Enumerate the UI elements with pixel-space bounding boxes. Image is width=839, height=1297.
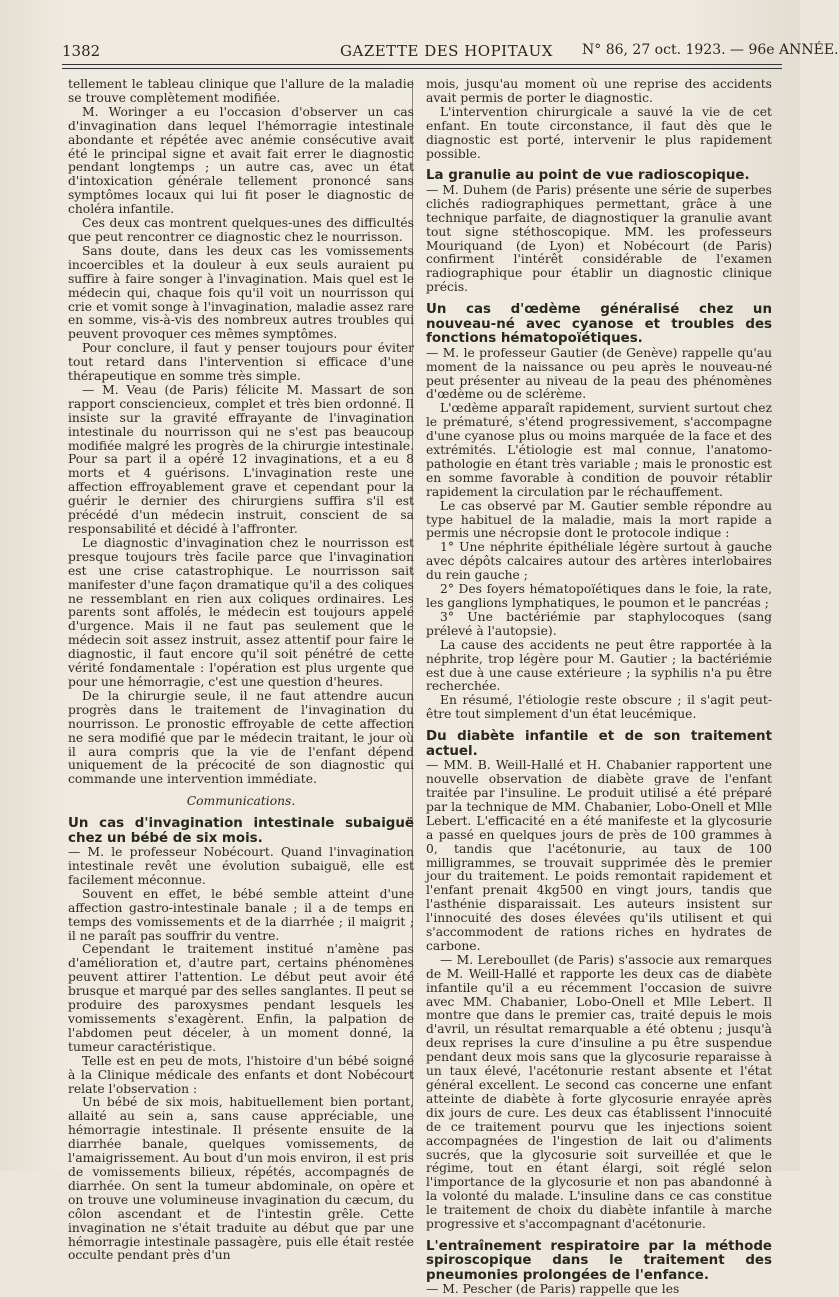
paragraph: — M. le professeur Nobécourt. Quand l'invagination intestinale revêt une évolution subaiguë, elle est facilement méconnue. <box>68 845 414 887</box>
paragraph: tellement le tableau clinique que l'allure de la maladie se trouve complètement modifiée. <box>68 77 414 105</box>
section-heading: Du diabète infantile et de son traitement actuel. <box>426 729 772 759</box>
header-rule-bottom <box>62 68 782 69</box>
paragraph: En résumé, l'étiologie reste obscure ; il s'agit peut-être tout simplement d'un état leucémique. <box>426 693 772 722</box>
paragraph: Un bébé de six mois, habituellement bien portant, allaité au sein a, sans cause appréciable, une hémorragie intestinale. Il présente ensuite de la diarrhée banale, quelques vomissements, de l'amaigrissement. Au bout d'un mois environ, il est pris de vomissements bilieux, répétés, accompagnés de diarrhée. On sent la tumeur abdominale, on opère et on trouve une volumineuse invagination du cæcum, du côlon ascendant et de l'intestin grêle. Cette invagination ne s'était traduite au début que par une hémorragie intestinale passagère, puis elle était restée occulte pendant près d'un <box>68 1095 414 1263</box>
paragraph: — M. Pescher (de Paris) rappelle que les <box>426 1282 680 1297</box>
journal-title: GAZETTE DES HOPITAUX <box>340 42 553 60</box>
paragraph: 3° Une bactériémie par staphylocoques (sang prélevé à l'autopsie). <box>426 609 772 638</box>
paragraph: Pour conclure, il faut y penser toujours pour éviter tout retard dans l'intervention si efficace d'une thérapeutique en somme très simple. <box>68 341 414 384</box>
section-heading: La granulie au point de vue radioscopique. <box>426 168 750 184</box>
paragraph: Le diagnostic d'invagination chez le nourrisson est presque toujours très facile parce que l'invagination est une crise catastrophique. Le nourrisson sait manifester d'une façon dramatique qu'il a des coliques ne ressemblant en rien aux coliques ordinaires. Les parents sont affolés, le médecin est toujours appelé d'urgence. Mais il ne faut pas seulement que le médecin soit assez instruit, assez attentif pour faire le diagnostic, il faut encore qu'il soit pénétré de cette vérité fondamentale : l'opération est plus urgente que pour une hémorragie, c'est une question d'heures. <box>68 535 414 689</box>
paragraph: — MM. B. Weill-Hallé et H. Chabanier rapportent une nouvelle observation de diabète grave de l'enfant traitée par l'insuline. Le produit utilisé a été préparé par la technique de MM. Chabanier, Lobo-Onell et Mlle Lebert. L'efficacité en a été manifeste et la glycosurie a passé en quelques jours de près de 100 grammes à 0, tandis que l'acétonurie, au taux de 100 milligrammes, se trouvait supprimée dès le premier jour du traitement. Le poids remontait rapidement et l'enfant prenait 4kg500 en vingt jours, tandis que l'asthénie disparaissait. Les auteurs insistent sur l'innocuité des doses élevées qu'ils utilisent et qui s'accommodent de rations riches en hydrates de carbone. <box>426 758 772 953</box>
left-column <box>68 77 414 1263</box>
paragraph: La cause des accidents ne peut être rapportée à la néphrite, trop légère pour M. Gautier ; la bactériémie est due à une cause extérieure ; la syphilis n'a pu être recherchée. <box>426 637 772 694</box>
section-heading: Un cas d'invagination intestinale subaiguë chez un bébé de six mois. <box>68 816 414 846</box>
paragraph: De la chirurgie seule, il ne faut attendre aucun progrès dans le traitement de l'invagination du nourrisson. Le pronostic effroyable de cette affection ne sera modifié que par le médecin traitant, le jour où il aura compris que la vie de l'enfant dépend uniquement de la précocité de son diagnostic qui commande une intervention immédiate. <box>68 688 414 787</box>
section-heading: Un cas d'œdème généralisé chez un nouveau-né avec cyanose et troubles des fonctions hématopoïétiques. <box>426 302 772 347</box>
page-header <box>62 42 839 64</box>
paragraph: Le cas observé par M. Gautier semble répondre au type habituel de la maladie, mais la mort rapide a permis une nécropsie dont le protocole indique : <box>426 498 772 541</box>
issue-info: N° 86, 27 oct. 1923. — 96e ANNÉE. <box>582 42 839 58</box>
right-column <box>426 77 772 1297</box>
paragraph: Telle est en peu de mots, l'histoire d'un bébé soigné à la Clinique médicale des enfants et dont Nobécourt relate l'observation : <box>68 1053 414 1096</box>
paragraph: Ces deux cas montrent quelques-unes des difficultés que peut rencontrer ce diagnostic chez le nourrisson. <box>68 216 414 244</box>
paragraph: 2° Des foyers hématopoïétiques dans le foie, la rate, les ganglions lymphatiques, le poumon et le pancréas ; <box>426 582 772 610</box>
paragraph: mois, jusqu'au moment où une reprise des accidents avait permis de porter le diagnostic. <box>426 77 772 105</box>
section-heading: L'entraînement respiratoire par la méthode spiroscopique dans le traitement des pneumonies prolongées de l'enfance. <box>426 1238 772 1283</box>
paragraph: L'œdème apparaît rapidement, survient surtout chez le prématuré, s'étend progressivement, s'accompagne d'une cyanose plus ou moins marquée de la face et des extrémités. L'étiologie est mal connue, l'anatomo-pathologie en étant très variable ; mais le pronostic est en somme favorable à condition de pouvoir rétablir rapidement la circulation par le réchauffement. <box>426 401 772 499</box>
page-number: 1382 <box>62 42 101 60</box>
paragraph: — M. Duhem (de Paris) présente une série de superbes clichés radiographiques permettant, grâce à une technique parfaite, de diagnostiquer la granulie avant tout signe stéthoscopique. MM. les professeurs Mouriquand (de Lyon) et Nobécourt (de Paris) confirment l'intérêt considérable de l'examen radiographique pour établir un diagnostic clinique précis. <box>426 182 772 295</box>
paragraph: M. Woringer a eu l'occasion d'observer un cas d'invagination dans lequel l'hémorragie intestinale abondante et répétée avec anémie consécutive avait été le principal signe et avait fait errer le diagnostic pendant longtemps ; un autre cas, avec un état d'intoxication générale tellement prononcé sans symptômes locaux qui lui fit poser le diagnostic de choléra infantile. <box>68 104 414 217</box>
paragraph: Souvent en effet, le bébé semble atteint d'une affection gastro-intestinale banale ; il a de temps en temps des vomissements et de la diarrhée ; il maigrit ; il ne paraît pas souffrir du ventre. <box>68 886 414 943</box>
paragraph: — M. le professeur Gautier (de Genève) rappelle qu'au moment de la naissance ou peu après le nouveau-né peut présenter au niveau de la peau des phénomènes d'œdème ou de sclérème. <box>426 345 772 402</box>
paragraph: — M. Veau (de Paris) félicite M. Massart de son rapport consciencieux, complet et très bien ordonné. Il insiste sur la gravité effrayante de l'invagination intestinale du nourrisson qui ne s'est pas beaucoup modifiée malgré les progrès de la chirurgie intestinale. Pour sa part il a opéré 12 invaginations, et a eu 8 morts et 4 guérisons. L'invagination reste une affection effroyablement grave et cependant pour la guérir le dernier des chirurgiens suffira s'il est précédé d'un médecin instruit, conscient de sa responsabilité et décidé à l'affronter. <box>68 382 414 536</box>
paragraph: — M. Lereboullet (de Paris) s'associe aux remarques de M. Weill-Hallé et rapporte les deux cas de diabète infantile qu'il a eu récemment l'occasion de suivre avec MM. Chabanier, Lobo-Onell et Mlle Lebert. Il montre que dans le premier cas, traité depuis le mois d'avril, un résultat remarquable a été obtenu ; jusqu'à deux reprises la cure d'insuline a pu être suspendue pendant deux mois sans que la glycosurie reparaisse à un taux élevé, l'acétonurie restant absente et l'état général excellent. Le second cas concerne une enfant atteinte de diabète à forte glycosurie enrayée après dix jours de cure. Les deux cas établissent l'innocuité de ce traitement pourvu que les injections soient accompagnées de l'ingestion de lait ou d'aliments sucrés, que la glycosurie soit surveillée et que le régime, tout en étant élargi, soit réglé selon l'importance de la glycosurie et non pas abandonné à la volonté du malade. L'insuline dans ce cas constitue le traitement de choix du diabète infantile à marche progressive et s'accompagnant d'acétonurie. <box>426 952 772 1232</box>
paragraph: 1° Une néphrite épithéliale légère surtout à gauche avec dépôts calcaires autour des artères interlobaires du rein gauche ; <box>426 540 772 583</box>
paragraph: L'intervention chirurgicale a sauvé la vie de cet enfant. En toute circonstance, il faut dès que le diagnostic est porté, intervenir le plus rapidement possible. <box>426 104 772 161</box>
section-label: Communications. <box>186 794 296 809</box>
paragraph: Cependant le traitement institué n'amène pas d'amélioration et, d'autre part, certains phénomènes peuvent attirer l'attention. Le début peut avoir été brusque et marqué par des selles sanglantes. Il peut se produire des paroxysmes pendant lesquels les vomissements s'exagèrent. Enfin, la palpation de l'abdomen peut déceler, à un moment donné, la tumeur caractéristique. <box>68 942 414 1054</box>
paragraph: Sans doute, dans les deux cas les vomissements incoercibles et la douleur à eux seuls auraient pu suffire à faire songer à l'invagination. Mais quel est le médecin qui, chaque fois qu'il voit un nourrisson qui crie et vomit songe à l'invagination, maladie assez rare en somme, vis-à-vis des nombreux autres troubles qui peuvent provoquer ces mêmes symptômes. <box>68 243 414 342</box>
header-rule-top <box>62 64 782 65</box>
